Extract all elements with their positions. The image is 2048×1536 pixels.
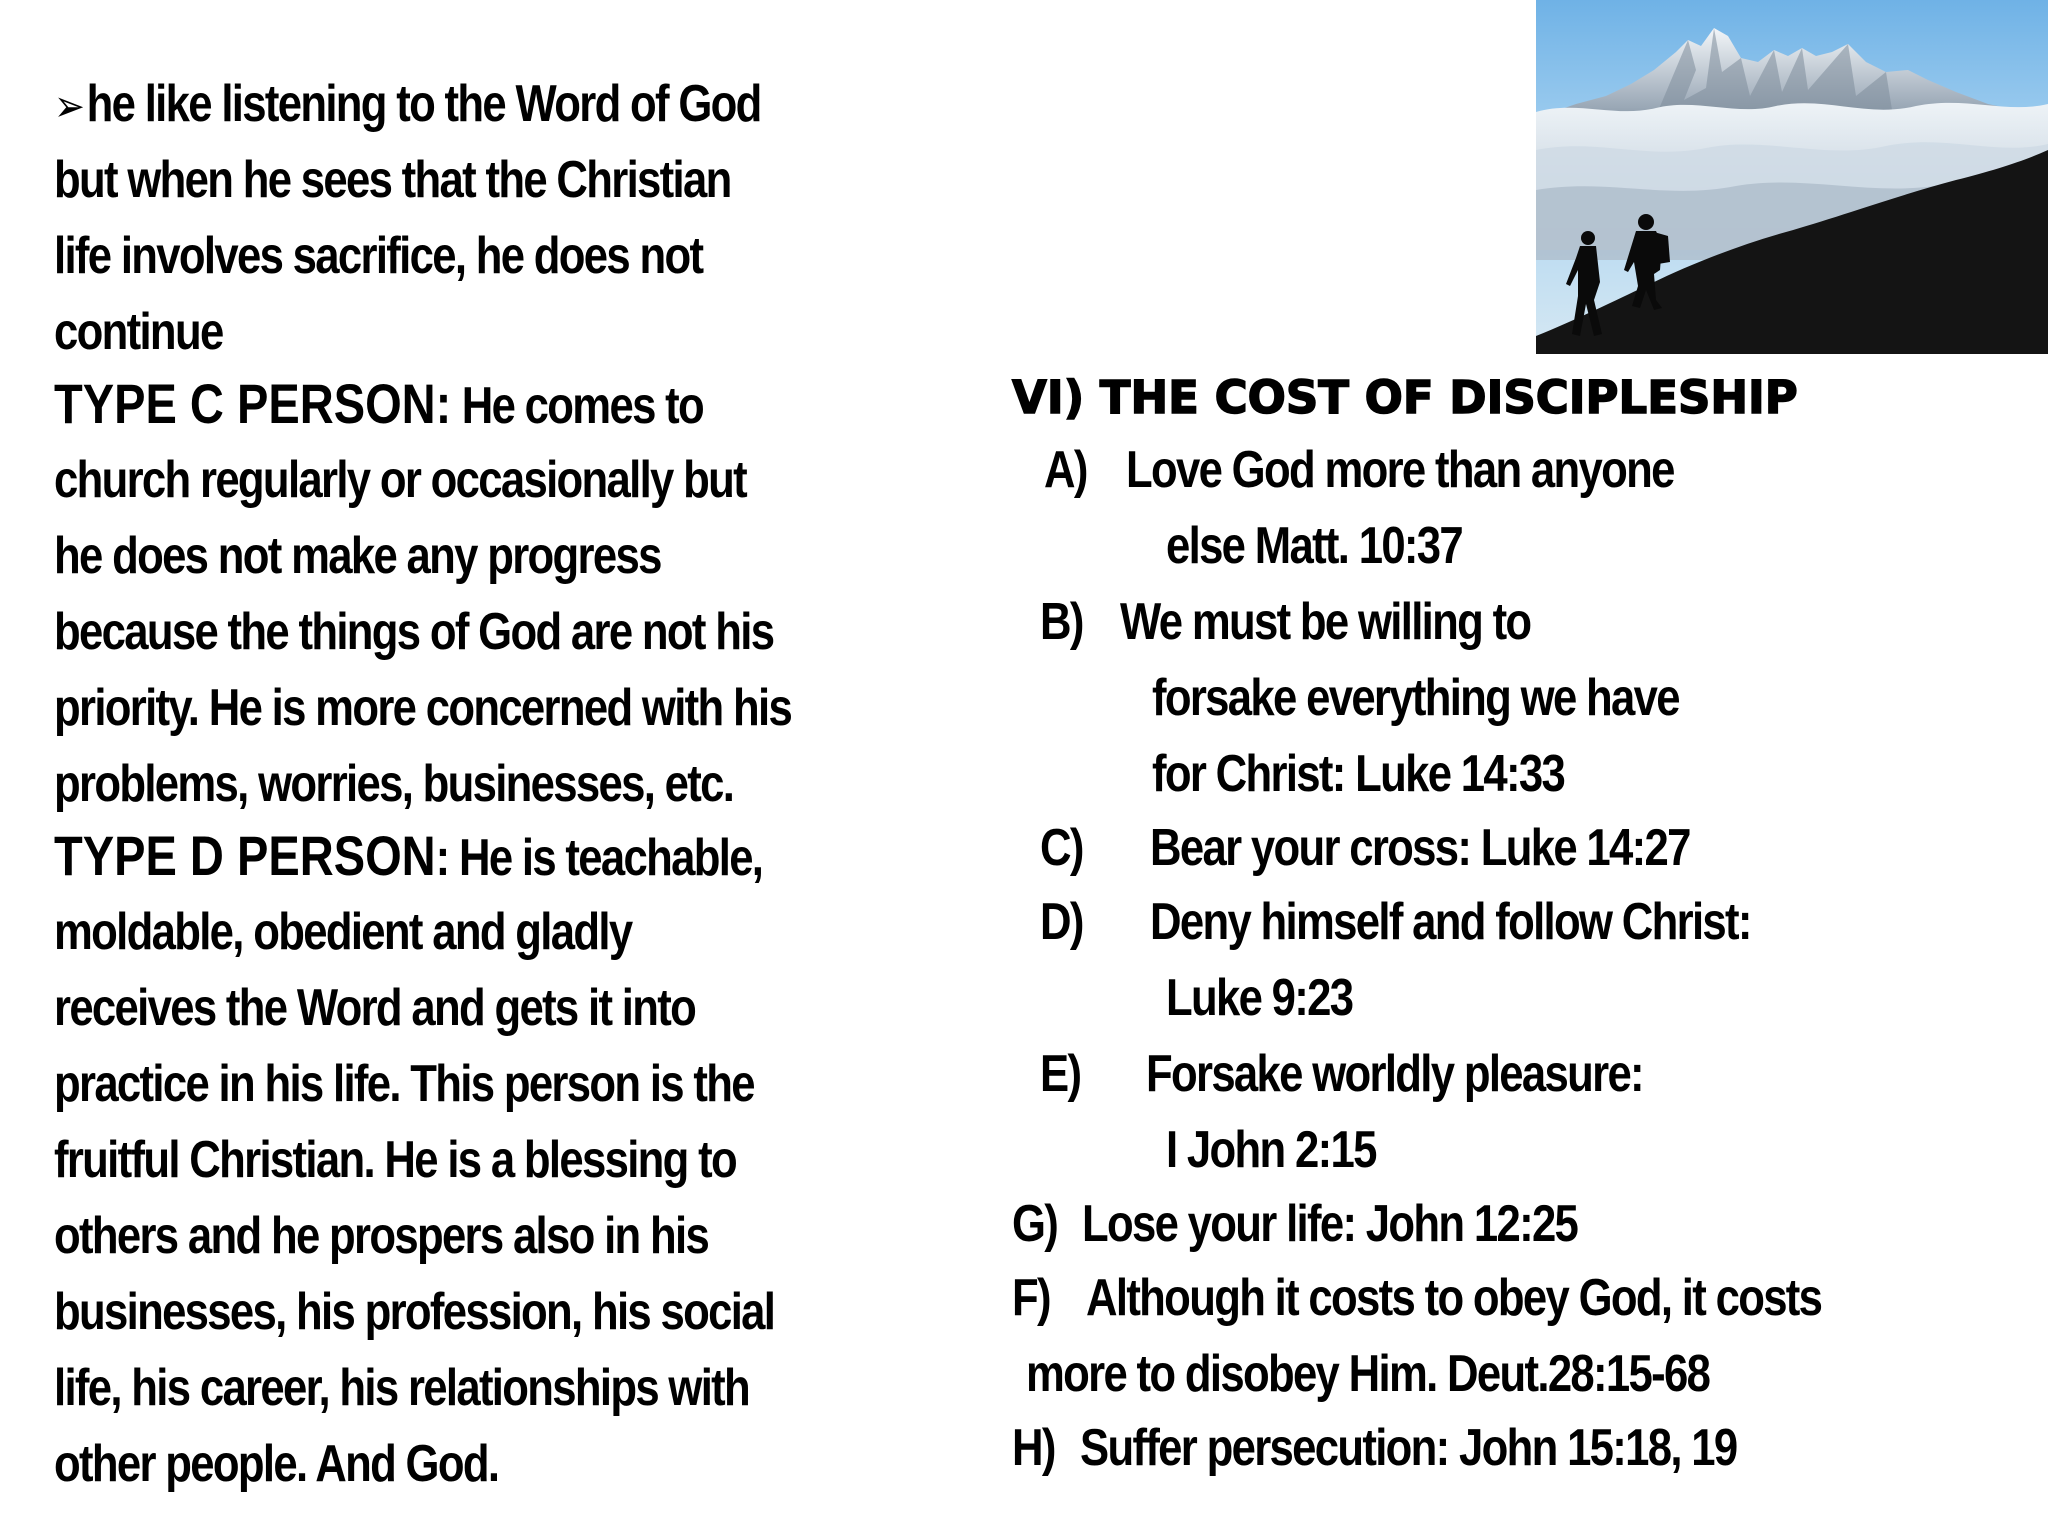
hikers-mountain-photo bbox=[1536, 0, 2048, 354]
item-f-line-2: more to disobey Him. Deut.28:15-68 bbox=[1026, 1345, 1710, 1403]
item-c-line-1: Bear your cross: Luke 14:27 bbox=[1150, 819, 1690, 877]
item-g-line-1: Lose your life: John 12:25 bbox=[1082, 1195, 1578, 1253]
item-f-line-1: Although it costs to obey God, it costs bbox=[1086, 1269, 1822, 1327]
type-d-line-7: businesses, his profession, his social bbox=[54, 1283, 775, 1341]
section-heading: VI) THE COST OF DISCIPLESHIP bbox=[1012, 371, 1798, 424]
item-b-marker: B) bbox=[1040, 593, 1083, 651]
type-d-line-3: receives the Word and gets it into bbox=[54, 979, 696, 1037]
item-a-line-2: else Matt. 10:37 bbox=[1166, 517, 1463, 575]
type-c-label: TYPE C PERSON: bbox=[54, 372, 452, 435]
item-a-marker: A) bbox=[1044, 441, 1087, 499]
item-e-marker: E) bbox=[1040, 1045, 1081, 1103]
item-b-line-1: We must be willing to bbox=[1120, 593, 1531, 651]
type-d-line-2: moldable, obedient and gladly bbox=[54, 903, 632, 961]
bullet-line-3: life involves sacrifice, he does not bbox=[54, 227, 703, 285]
item-d-marker: D) bbox=[1040, 893, 1083, 951]
type-d-line-9: other people. And God. bbox=[54, 1435, 499, 1493]
type-d-line-8: life, his career, his relationships with bbox=[54, 1359, 750, 1417]
item-a-line-1: Love God more than anyone bbox=[1126, 441, 1674, 499]
type-c-line-6: problems, worries, businesses, etc. bbox=[54, 755, 734, 813]
bullet-text: he like listening to the Word of God bbox=[86, 75, 761, 133]
item-f-marker: F) bbox=[1012, 1269, 1050, 1327]
item-c-marker: C) bbox=[1040, 819, 1083, 877]
type-c-first-line bbox=[54, 366, 703, 444]
arrow-bullet-icon: ➢ bbox=[54, 82, 84, 131]
type-d-text: : He is teachable, bbox=[435, 829, 763, 887]
type-c-line-2: church regularly or occasionally but bbox=[54, 451, 747, 509]
item-h-marker: H) bbox=[1012, 1419, 1055, 1477]
bullet-line-4: continue bbox=[54, 303, 223, 361]
type-d-line-6: others and he prospers also in his bbox=[54, 1207, 709, 1265]
type-d-line-4: practice in his life. This person is the bbox=[54, 1055, 754, 1113]
bullet-line-1 bbox=[54, 66, 761, 145]
item-b-line-3: for Christ: Luke 14:33 bbox=[1152, 745, 1565, 803]
type-c-line-5: priority. He is more concerned with his bbox=[54, 679, 792, 737]
item-e-line-2: I John 2:15 bbox=[1166, 1121, 1376, 1179]
bullet-line-2: but when he sees that the Christian bbox=[54, 151, 731, 209]
item-d-line-2: Luke 9:23 bbox=[1166, 969, 1353, 1027]
item-e-line-1: Forsake worldly pleasure: bbox=[1146, 1045, 1643, 1103]
type-c-text: He comes to bbox=[451, 377, 704, 435]
type-d-line-5: fruitful Christian. He is a blessing to bbox=[54, 1131, 736, 1189]
item-h-line-1: Suffer persecution: John 15:18, 19 bbox=[1080, 1419, 1737, 1477]
type-c-line-4: because the things of God are not his bbox=[54, 603, 774, 661]
item-g-marker: G) bbox=[1012, 1195, 1058, 1253]
type-d-first-line bbox=[54, 818, 762, 896]
type-d-label: TYPE D PERSON bbox=[54, 824, 436, 887]
item-b-line-2: forsake everything we have bbox=[1152, 669, 1679, 727]
type-c-line-3: he does not make any progress bbox=[54, 527, 661, 585]
item-d-line-1: Deny himself and follow Christ: bbox=[1150, 893, 1751, 951]
